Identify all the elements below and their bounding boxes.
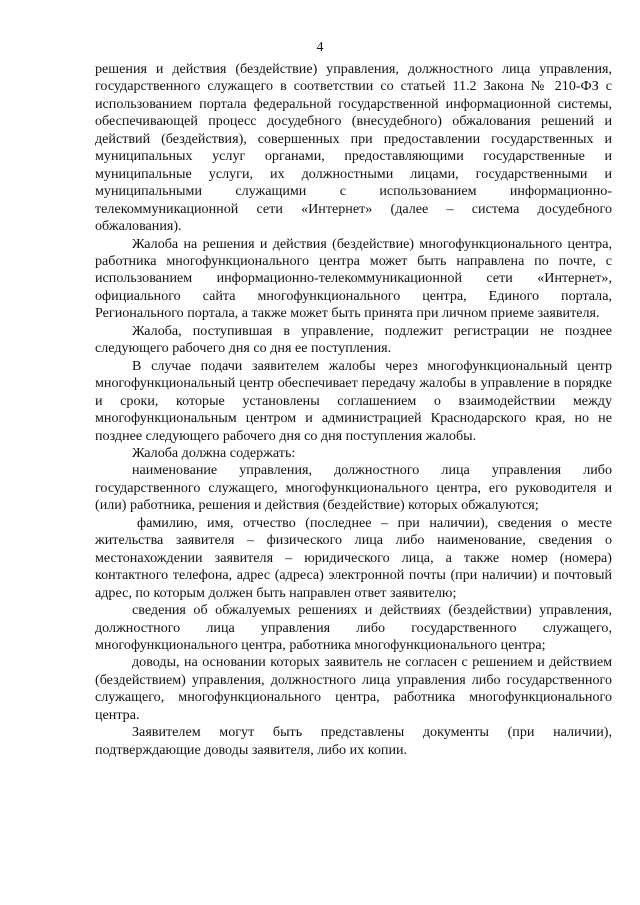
- list-item: фамилию, имя, отчество (последнее – при наличии), сведения о месте жительства заявителя – физического лица либо наименование, сведения о местонахождении заявителя – юридического лица, а также номер (номера) контактного телефона, адрес (адреса) электронной почты (при наличии) и почтовый адрес, по которым должен быть направлен ответ заявителю;: [95, 514, 612, 601]
- paragraph: решения и действия (бездействие) управления, должностного лица управления, государственного служащего в соответствии со статьей 11.2 Закона № 210-ФЗ с использованием портала федеральной государственной информационной системы, обеспечивающей процесс досудебного (внесудебного) обжалования решений и действий (бездействия), совершенных при предоставлении государственных и муниципальных услуг органами, предоставляющими государственные и муниципальные услуги, их должностными лицами, государственными и муниципальными служащими с использованием информационно-телекоммуникационной сети «Интернет» (далее – система досудебного обжалования).: [95, 61, 612, 235]
- document-body: [95, 61, 612, 759]
- list-item: сведения об обжалуемых решениях и действиях (бездействии) управления, должностного лица управления либо государственного служащего, многофункционального центра, работника многофункционального центра;: [95, 602, 612, 653]
- paragraph: Заявителем могут быть представлены документы (при наличии), подтверждающие доводы заявителя, либо их копии.: [95, 724, 612, 758]
- page-number: 4: [316, 40, 324, 55]
- paragraph: В случае подачи заявителем жалобы через многофункциональный центр многофункциональный центр обеспечивает передачу жалобы в управление в порядке и сроки, которые установлены соглашением о взаимодействии между многофункциональным центром и администрацией Краснодарского края, но не позднее следующего рабочего дня со дня поступления жалобы.: [95, 357, 612, 444]
- list-item: доводы, на основании которых заявитель не согласен с решением и действием (бездействием) управления, должностного лица управления либо государственного служащего, многофункционального центра, работника многофункционального центра.: [95, 654, 612, 723]
- paragraph: Жалоба должна содержать:: [132, 444, 296, 461]
- list-item: наименование управления, должностного лица управления либо государственного служащего, многофункционального центра, его руководителя и (или) работника, решения и действия (бездействие) которых обжалуются;: [95, 462, 612, 514]
- paragraph: Жалоба на решения и действия (бездействие) многофункционального центра, работника многофункционального центра может быть направлена по почте, с использованием информационно-телекоммуникационной сети «Интернет», официального сайта многофункционального центра, Единого портала, Регионального портала, а также может быть принята при личном приеме заявителя.: [95, 235, 612, 322]
- paragraph: Жалоба, поступившая в управление, подлежит регистрации не позднее следующего рабочего дня со дня ее поступления.: [95, 322, 612, 357]
